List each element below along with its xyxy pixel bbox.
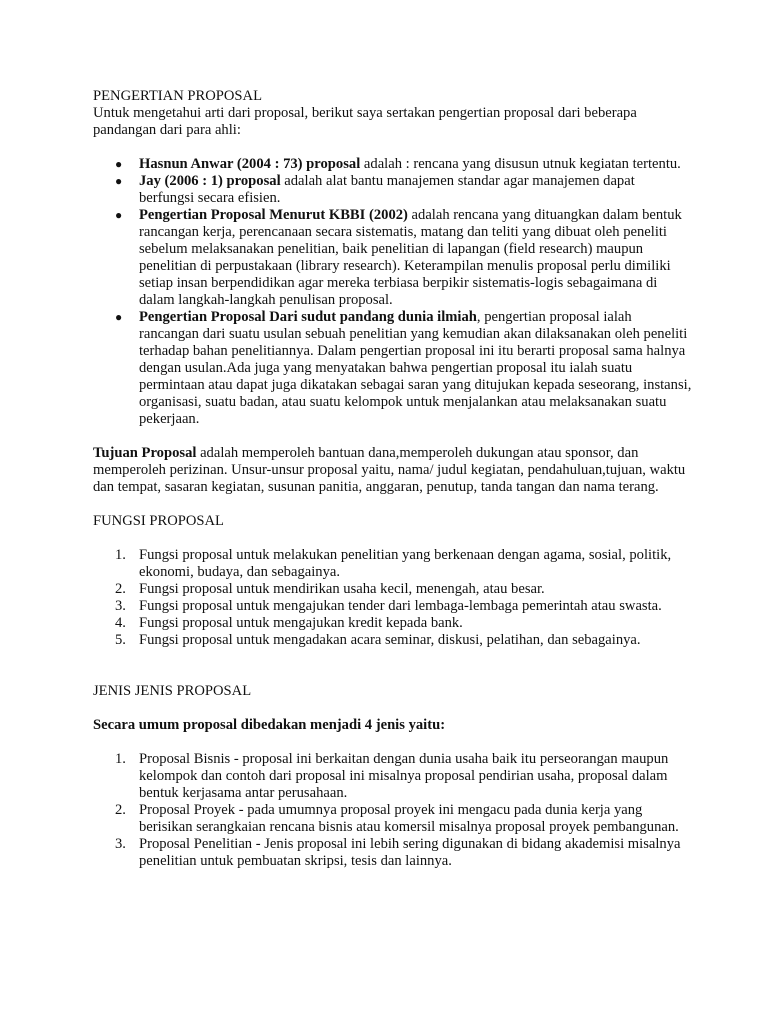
list-item [93,581,693,598]
item-number: 1. [115,547,126,563]
list-item [93,751,693,802]
tujuan-text: adalah memperoleh bantuan dana,memperoleh dukungan atau sponsor, dan memperoleh perizinan. Unsur-unsur proposal yaitu, nama/ judul kegiatan, pendahuluan,tujuan, waktu dan tempat, sasaran kegiatan, susunan panitia, anggaran, penutup, tanda tangan dan nama terang. [93,445,686,495]
pengertian-heading: PENGERTIAN PROPOSAL [93,88,262,104]
list-item [93,309,693,428]
list-item [93,156,693,173]
item-number: 5. [115,632,126,648]
item-text: Fungsi proposal untuk mengajukan tender dari lembaga-lembaga pemerintah atau swasta. [139,598,662,614]
jenis-heading: JENIS JENIS PROPOSAL [93,683,252,699]
list-item [93,632,693,649]
item-text: adalah alat bantu manajemen standar agar manajemen dapat berfungsi secara efisien. [139,173,635,206]
fungsi-heading: FUNGSI PROPOSAL [93,513,224,529]
item-text: Proposal Proyek - pada umumnya proposal proyek ini mengacu pada dunia kerja yang berisikan serangkaian rencana bisnis atau komersil misalnya proposal proyek pembangunan. [139,802,679,835]
item-term: Hasnun Anwar (2004 : 73) proposal [139,156,361,172]
item-number: 4. [115,615,126,631]
list-item [93,207,693,309]
item-term: Jay (2006 : 1) proposal [139,173,281,189]
list-item [93,802,693,836]
item-text: Proposal Penelitian - Jenis proposal ini lebih sering digunakan di bidang akademisi misalnya penelitian untuk pembuatan skripsi, tesis dan lainnya. [139,836,681,869]
item-term: Pengertian Proposal Menurut KBBI (2002) [139,207,408,223]
document-page [93,88,693,870]
jenis-list [93,751,693,870]
item-text: Fungsi proposal untuk mendirikan usaha kecil, menengah, atau besar. [139,581,545,597]
list-item [93,836,693,870]
item-text: , pengertian proposal ialah rancangan dari suatu usulan sebuah penelitian yang kemudian akan dilaksanakan oleh peneliti terhadap bahan penelitiannya. Dalam pengertian proposal ini itu berarti proposal sama halnya dengan usulan.Ada juga yang menyatakan bahwa pengertian proposal itu ialah suatu permintaan atau dapat juga dikatakan sebagai saran yang ditujukan kepada seseorang, instansi, organisasi, suatu badan, atau suatu kelompok untuk menjalankan atau melaksanakan suatu pekerjaan. [139,309,692,427]
pengertian-list [93,156,693,428]
item-number: 2. [115,802,126,818]
item-number: 2. [115,581,126,597]
pengertian-intro: Untuk mengetahui arti dari proposal, berikut saya sertakan pengertian proposal dari beberapa pandangan dari para ahli: [93,105,637,138]
item-text: Fungsi proposal untuk melakukan penelitian yang berkenaan dengan agama, sosial, politik, ekonomi, budaya, dan sebagainya. [139,547,672,580]
bullet-icon: ● [115,208,123,222]
jenis-subtitle-text: Secara umum proposal dibedakan menjadi 4 jenis yaitu: [93,717,446,733]
bullet-icon: ● [115,157,123,171]
item-number: 3. [115,598,126,614]
item-number: 3. [115,836,126,852]
item-text: adalah rencana yang dituangkan dalam bentuk rancangan kerja, perencanaan secara sistematis, matang dan teliti yang dibuat oleh peneliti sebelum melaksanakan penelitian, baik penelitian di lapangan (field research) maupun penelitian di perpustakaan (library research). Keterampilan menulis proposal perlu dimiliki setiap insan berpendidikan agar mereka terbiasa berpikir sistematis-logis sebagaimana di dalam langkah-langkah penulisan proposal. [139,207,682,308]
tujuan-paragraph [93,445,693,496]
item-term: Pengertian Proposal Dari sudut pandang dunia ilmiah [139,309,477,325]
item-number: 1. [115,751,126,767]
list-item [93,173,693,207]
item-text: adalah : rencana yang disusun utnuk kegiatan tertentu. [360,156,681,172]
list-item [93,547,693,581]
item-text: Proposal Bisnis - proposal ini berkaitan dengan dunia usaha baik itu perseorangan maupun kelompok dan contoh dari proposal ini misalnya proposal pendirian usaha, proposal dalam bentuk kerjasama antar perusahaan. [139,751,669,801]
jenis-subtitle [93,717,693,734]
list-item [93,615,693,632]
item-text: Fungsi proposal untuk mengadakan acara seminar, diskusi, pelatihan, dan sebagainya. [139,632,641,648]
item-text: Fungsi proposal untuk mengajukan kredit kepada bank. [139,615,463,631]
tujuan-term: Tujuan Proposal [93,445,197,461]
list-item [93,598,693,615]
bullet-icon: ● [115,174,123,188]
fungsi-list [93,547,693,649]
bullet-icon: ● [115,310,123,324]
